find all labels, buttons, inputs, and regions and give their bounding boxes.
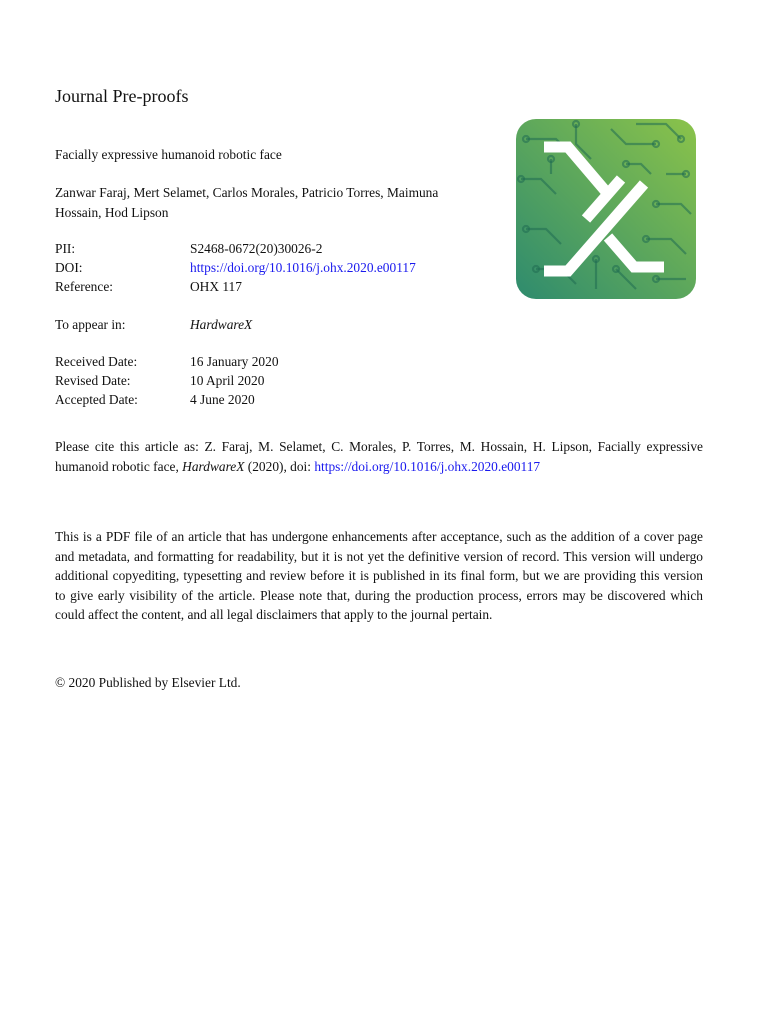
accepted-label: Accepted Date: [55,392,138,407]
appear-journal: HardwareX [190,317,253,332]
cite-journal: HardwareX [182,458,245,474]
hardwarex-logo-icon [516,119,696,299]
doi-link[interactable]: https://doi.org/10.1016/j.ohx.2020.e00117 [190,260,416,275]
article-title: Facially expressive humanoid robotic face [55,147,282,162]
copyright-line: © 2020 Published by Elsevier Ltd. [55,675,241,690]
received-label: Received Date: [55,354,138,369]
revised-label: Revised Date: [55,373,131,388]
pii-value: S2468-0672(20)30026-2 [190,241,323,256]
received-value: 16 January 2020 [190,354,279,369]
cite-mid: (2020), doi: [244,458,315,474]
article-authors: Zanwar Faraj, Mert Selamet, Carlos Morales, Patricio Torres, Maimuna Hossain, Hod Lipson [55,185,439,220]
cite-prefix: Please cite this article as: Z. Faraj, M. Selamet, C. Morales, P. Torres, M. Hossain, H. Lipson, Facially expressive humanoid robotic face, [55,439,703,474]
appear-label: To appear in: [55,317,126,332]
doi-label: DOI: [55,260,83,275]
revised-value: 10 April 2020 [190,373,265,388]
reference-value: OHX 117 [190,279,242,294]
cite-doi-link[interactable]: https://doi.org/10.1016/j.ohx.2020.e00117 [314,458,541,474]
reference-label: Reference: [55,279,113,294]
pii-label: PII: [55,241,76,256]
citation-paragraph [55,437,703,476]
journal-header: Journal Pre-proofs [55,86,189,106]
preproof-notice: This is a PDF file of an article that has undergone enhancements after acceptance, such as the addition of a cover page and metadata, and formatting for readability, but it is not yet the definitive version of record. This version will undergo additional copyediting, typesetting and review before it is published in its final form, but we are providing this version to give early visibility of the article. Please note that, during the production process, errors may be discovered which could affect the content, and all legal disclaimers that apply to the journal pertain. [55,529,703,622]
accepted-value: 4 June 2020 [190,392,255,407]
